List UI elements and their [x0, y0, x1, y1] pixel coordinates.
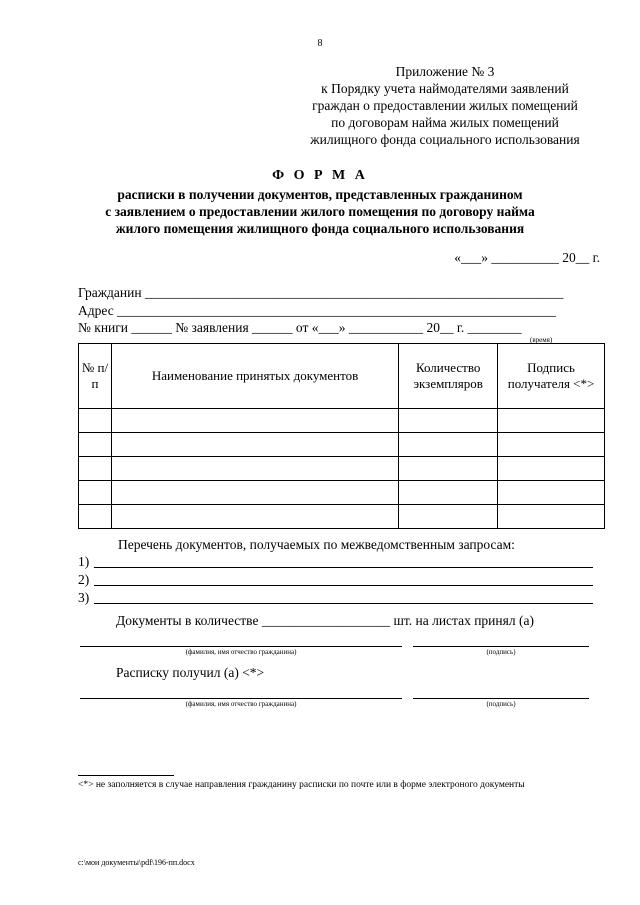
table-cell[interactable]: [399, 505, 498, 529]
table-row: [79, 433, 605, 457]
table-cell[interactable]: [399, 409, 498, 433]
table-row: [79, 409, 605, 433]
fill-line: [94, 603, 593, 604]
table-cell[interactable]: [79, 433, 112, 457]
table-cell[interactable]: [111, 409, 398, 433]
form-subtitle: [40, 186, 600, 237]
accepted-signature-line[interactable]: [413, 646, 589, 647]
table-cell[interactable]: [399, 457, 498, 481]
received-signature-line[interactable]: [413, 698, 589, 699]
book-application-field[interactable]: № книги ______ № заявления ______ от «___» ___________ 20__ г. ________: [78, 320, 522, 335]
table-cell[interactable]: [79, 505, 112, 529]
column-header-document-name: Наименование принятых документов: [111, 344, 398, 409]
table-cell[interactable]: [79, 457, 112, 481]
documents-table: [78, 343, 605, 529]
table-cell[interactable]: [498, 433, 605, 457]
address-field[interactable]: Адрес _________________________________________________________________: [78, 303, 556, 318]
column-header-signature: Подпись получателя <*>: [498, 344, 605, 409]
table-cell[interactable]: [111, 433, 398, 457]
accepted-name-line[interactable]: [80, 646, 402, 647]
interagency-item-number: 3): [78, 590, 90, 605]
table-cell[interactable]: [111, 481, 398, 505]
table-cell[interactable]: [399, 433, 498, 457]
column-header-copies: Количество экземпляров: [399, 344, 498, 409]
table-cell[interactable]: [111, 505, 398, 529]
form-subtitle-line: с заявлением о предоставлении жилого помещения по договору найма: [105, 204, 535, 219]
form-subtitle-line: жилого помещения жилищного фонда социального использования: [115, 221, 525, 236]
appendix-header: [290, 63, 600, 148]
appendix-line: граждан о предоставлении жилых помещений: [312, 98, 578, 113]
receipt-received-text: Расписку получил (а) <*>: [116, 665, 265, 680]
table-cell[interactable]: [79, 481, 112, 505]
table-cell[interactable]: [399, 481, 498, 505]
table-header-row: [79, 344, 605, 409]
citizen-field[interactable]: Гражданин ______________________________________________________________: [78, 285, 564, 300]
interagency-item-number: 1): [78, 554, 90, 569]
time-hint: (время): [530, 336, 553, 344]
interagency-item-number: 2): [78, 572, 90, 587]
footnote-divider: [78, 775, 174, 776]
received-name-hint: (фамилия, имя отчество гражданина): [185, 700, 297, 708]
table-cell[interactable]: [498, 409, 605, 433]
table-cell[interactable]: [79, 409, 112, 433]
table-cell[interactable]: [498, 481, 605, 505]
received-name-line[interactable]: [80, 698, 402, 699]
form-subtitle-line: расписки в получении документов, представленных гражданином: [117, 187, 523, 202]
table-cell[interactable]: [498, 505, 605, 529]
page-number: 8: [317, 38, 323, 49]
appendix-line: Приложение № 3: [395, 64, 495, 79]
footnote: <*> не заполняется в случае направления гражданину расписки по почте или в форме электроного документы: [78, 780, 525, 790]
table-row: [79, 481, 605, 505]
interagency-item[interactable]: [78, 590, 593, 606]
table-cell[interactable]: [111, 457, 398, 481]
file-path: c:\мои документы\pdf\196-пп.docx: [78, 858, 195, 867]
table-cell[interactable]: [498, 457, 605, 481]
accepted-signature-hint: (подпись): [486, 648, 516, 656]
appendix-line: к Порядку учета наймодателями заявлений: [321, 81, 569, 96]
table-row: [79, 457, 605, 481]
appendix-line: по договорам найма жилых помещений: [331, 115, 559, 130]
received-signature-hint: (подпись): [486, 700, 516, 708]
receipt-date-field[interactable]: «___» __________ 20__ г.: [454, 250, 600, 265]
interagency-list-title: Перечень документов, получаемых по межведомственным запросам:: [118, 537, 515, 552]
form-title: Ф О Р М А: [272, 168, 368, 183]
documents-accepted-text[interactable]: Документы в количестве ___________________ шт. на листах принял (а): [116, 613, 534, 628]
interagency-item[interactable]: [78, 554, 593, 570]
fill-line: [94, 585, 593, 586]
table-row: [79, 505, 605, 529]
fill-line: [94, 567, 593, 568]
column-header-number: № п/п: [79, 344, 112, 409]
interagency-item[interactable]: [78, 572, 593, 588]
accepted-name-hint: (фамилия, имя отчество гражданина): [185, 648, 297, 656]
appendix-line: жилищного фонда социального использования: [310, 132, 580, 147]
